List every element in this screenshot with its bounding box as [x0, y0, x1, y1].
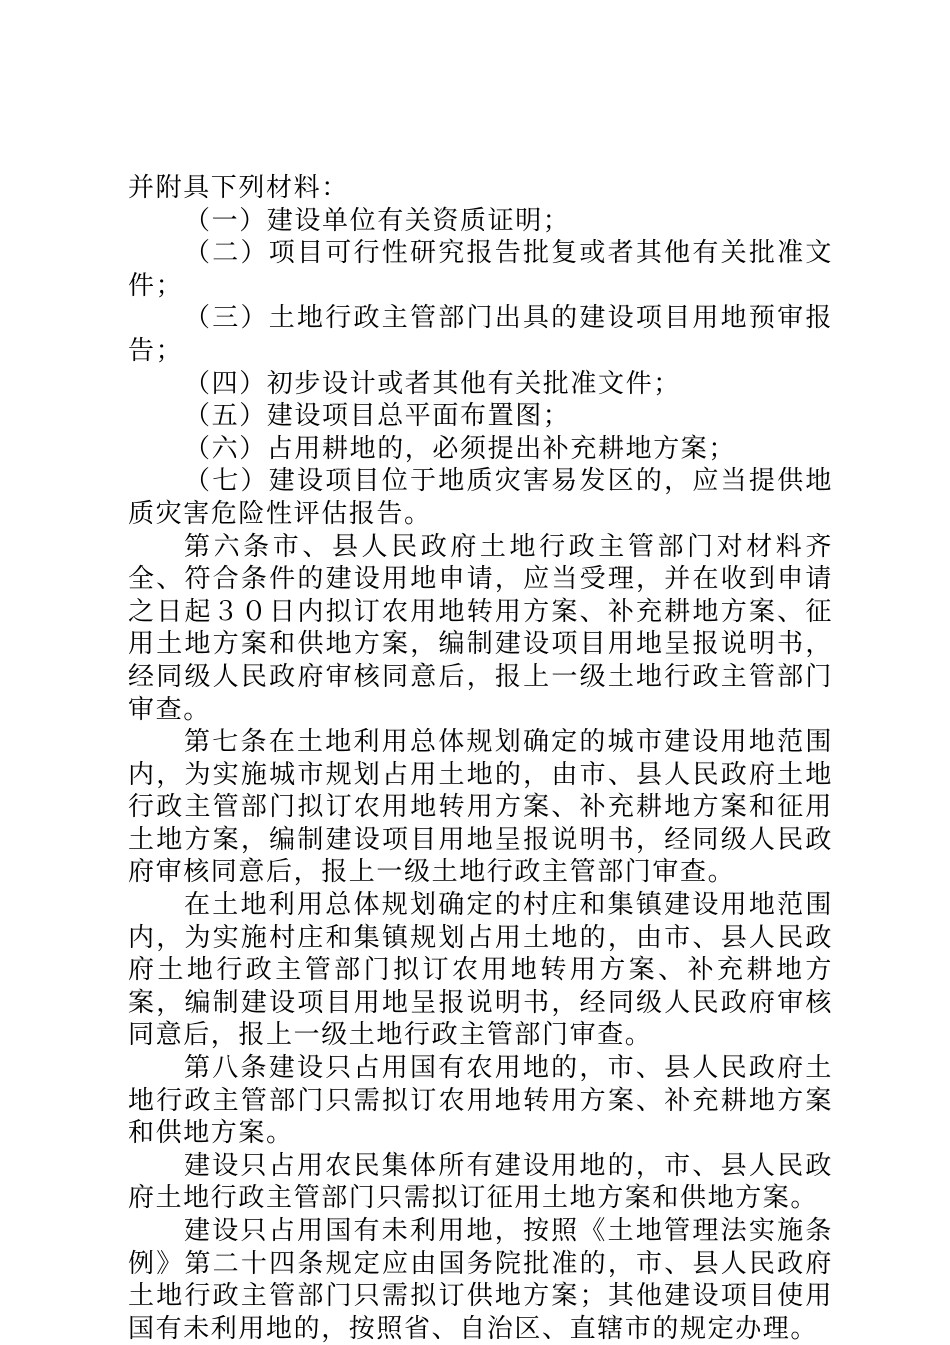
list-item-1: （一）建设单位有关资质证明； — [184, 205, 571, 236]
list-item-6: （六）占用耕地的，必须提出补充耕地方案； — [184, 433, 737, 464]
list-item-2: （二）项目可行性研究报告批复或者其他有关批准文件； — [128, 238, 833, 301]
list-item-3: （三）土地行政主管部门出具的建设项目用地预审报告； — [128, 303, 833, 366]
article-7-village: 在土地利用总体规划确定的村庄和集镇建设用地范围内，为实施村庄和集镇规划占用土地的，由市、县人民政府土地行政主管部门拟订农用地转用方案、补充耕地方案，编制建设项目用地呈报说明书，经同级人民政府审核同意后，报上一级土地行政主管部门审查。 — [128, 890, 833, 1051]
paragraph-intro: 并附具下列材料： — [128, 173, 349, 203]
article-6: 第六条市、县人民政府土地行政主管部门对材料齐全、符合条件的建设用地申请，应当受理，并在收到申请之日起３０日内拟订农用地转用方案、补充耕地方案、征用土地方案和供地方案，编制建设项目用地呈报说明书，经同级人民政府审核同意后，报上一级土地行政主管部门审查。 — [128, 531, 833, 725]
list-item-7: （七）建设项目位于地质灾害易发区的，应当提供地质灾害危险性评估报告。 — [128, 466, 833, 529]
article-7: 第七条在土地利用总体规划确定的城市建设用地范围内，为实施城市规划占用土地的，由市、县人民政府土地行政主管部门拟订农用地转用方案、补充耕地方案和征用土地方案，编制建设项目用地呈报说明书，经同级人民政府审核同意后，报上一级土地行政主管部门审查。 — [128, 727, 833, 888]
article-8-unused-land: 建设只占用国有未利用地，按照《土地管理法实施条例》第二十四条规定应由国务院批准的，市、县人民政府土地行政主管部门只需拟订供地方案；其他建设项目使用国有未利用地的，按照省、自治区、直辖市的规定办理。 — [128, 1216, 833, 1344]
article-8-collective: 建设只占用农民集体所有建设用地的，市、县人民政府土地行政主管部门只需拟订征用土地方案和供地方案。 — [128, 1150, 833, 1214]
document-body — [128, 172, 833, 1345]
list-item-4: （四）初步设计或者其他有关批准文件； — [184, 368, 681, 399]
article-8: 第八条建设只占用国有农用地的，市、县人民政府土地行政主管部门只需拟订农用地转用方案、补充耕地方案和供地方案。 — [128, 1053, 833, 1149]
list-item-5: （五）建设项目总平面布置图； — [184, 401, 571, 432]
